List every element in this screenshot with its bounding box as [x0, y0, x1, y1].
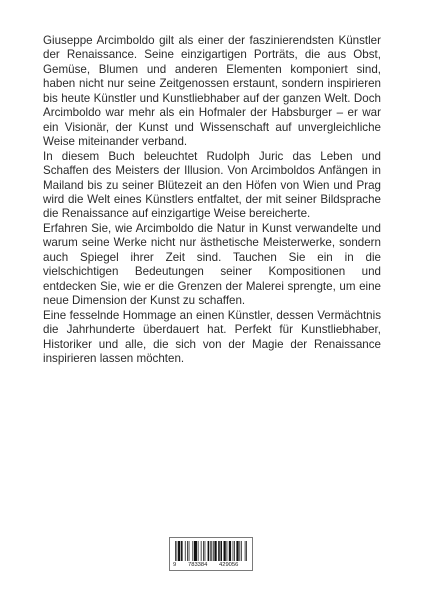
blurb-paragraph-4: Eine fesselnde Hommage an einen Künstler, dessen Vermächtnis die Jahrhunderte überdauert hat. Perfekt für Kunstliebhaber, Historiker und alle, die sich von der Magie der Renaissance inspirieren lassen möchten. — [43, 308, 381, 365]
barcode-bar — [175, 541, 176, 561]
blurb-paragraph-1: Giuseppe Arcimboldo gilt als einer der faszinierendsten Künstler der Renaissance. Seine einzigartigen Porträts, die aus Obst, Gemüse, Blumen und anderen Elementen komponiert sind, haben nicht nur seine Zeitgenossen erstaunt, sondern inspirieren bis heute Künstler und Kunstliebhaber auf der ganzen Welt. Doch Arcimboldo war mehr als ein Hofmaler der Habsburger – er war ein Visionär, der Kunst und Wissenschaft auf unvergleichliche Weise miteinander verband. — [43, 34, 381, 149]
blurb-paragraph-2: In diesem Buch beleuchtet Rudolph Juric das Leben und Schaffen des Meisters der Illusion. Von Arcimboldos Anfängen in Mailand bis zu seiner Blütezeit an den Höfen von Wien und Prag wird die Welt eines Künstlers entfaltet, der mit seiner Bildsprache die Renaissance auf einzigartige Weise bereicherte. — [43, 149, 381, 221]
barcode-bar — [229, 541, 231, 561]
barcode-bar — [185, 541, 186, 561]
barcode-bar — [201, 541, 202, 561]
barcode-bar — [203, 541, 204, 561]
barcode-bar — [211, 541, 212, 561]
barcode-bar — [181, 541, 183, 561]
barcode-bar — [245, 541, 246, 561]
barcode-bars — [175, 541, 247, 561]
barcode-digit-group-1: 783384 — [188, 562, 208, 568]
barcode-bar — [177, 541, 178, 561]
barcode-digit-group-2: 429056 — [219, 562, 239, 568]
barcode-bar — [208, 541, 210, 561]
barcode-bar — [246, 541, 247, 561]
blurb-paragraph-3: Erfahren Sie, wie Arcimboldo die Natur in Kunst verwandelte und warum seine Werke nicht nur ästhetische Meisterwerke, sondern auch Spiegel ihrer Zeit sind. Tauchen Sie ein in die vielschichtigen Bedeutungen seiner Kompositionen und entdecken Sie, wie er die Grenzen der Malerei sprengte, um eine neue Dimension der Kunst zu schaffen. — [43, 221, 381, 308]
barcode-bar — [236, 541, 238, 561]
barcode-bar — [239, 541, 240, 561]
barcode-lead-digit: 9 — [173, 562, 177, 568]
barcode-bar — [210, 541, 211, 561]
barcode-bar — [241, 541, 242, 561]
barcode-bar — [213, 541, 214, 561]
barcode-bar — [205, 541, 206, 561]
isbn-barcode — [169, 537, 253, 571]
barcode-bar — [234, 541, 235, 561]
barcode-bar — [220, 541, 222, 561]
barcode-bar — [218, 541, 220, 561]
barcode-bar — [198, 541, 199, 561]
barcode-bar — [233, 541, 234, 561]
barcode-bar — [227, 541, 228, 561]
barcode-bar — [214, 541, 216, 561]
blurb-text — [43, 34, 381, 366]
barcode-digits — [170, 561, 252, 570]
barcode-bar — [187, 541, 188, 561]
barcode-bar — [189, 541, 190, 561]
barcode-bar — [178, 541, 180, 561]
barcode-bar — [224, 541, 226, 561]
barcode-bar — [194, 541, 197, 561]
barcode-bar — [192, 541, 193, 561]
